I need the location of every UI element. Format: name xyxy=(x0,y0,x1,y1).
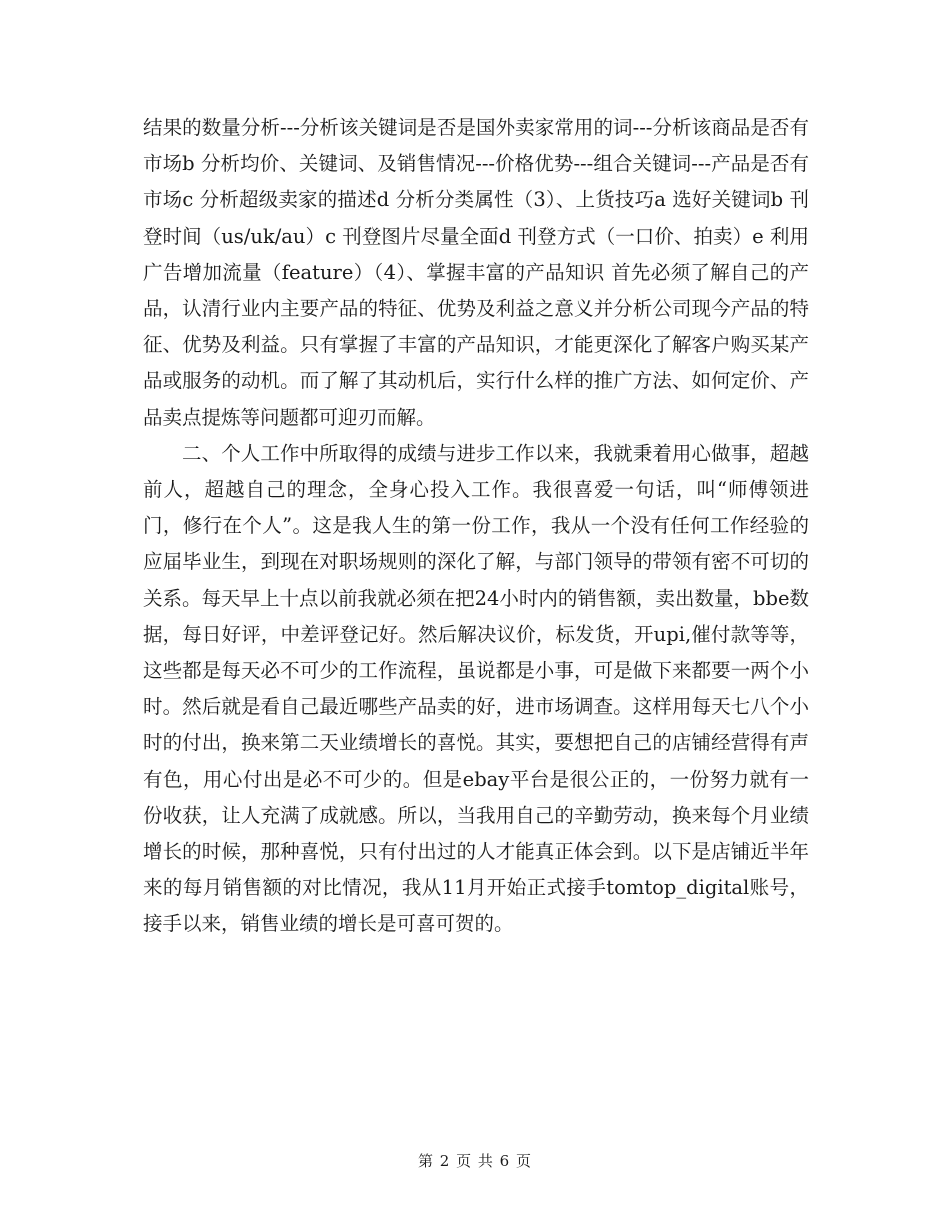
paragraph-1: 结果的数量分析---分析该关键词是否是国外卖家常用的词---分析该商品是否有市场b 分析均价、关键词、及销售情况---价格优势---组合关键词---产品是否有市场c 分析超级卖家的描述d 分析分类属性（3）、上货技巧a 选好关键词b 刊登时间（us/uk/au）c 刊登图片尽量全面d 刊登方式（一口价、拍卖）e 利用广告增加流量（feature）（4）、掌握丰富的产品知识 首先必须了解自己的产品，认清行业内主要产品的特征、优势及利益之意义并分析公司现今产品的特征、优势及利益。只有掌握了丰富的产品知识，才能更深化了解客户购买某产品或服务的动机。而了解了其动机后，实行什么样的推广方法、如何定价、产品卖点提炼等问题都可迎刃而解。 xyxy=(143,116,809,429)
paragraph-2: 二、个人工作中所取得的成绩与进步工作以来，我就秉着用心做事，超越前人，超越自己的理念，全身心投入工作。我很喜爱一句话，叫“师傅领进门，修行在个人”。这是我人生的第一份工作，我从一个没有任何工作经验的应届毕业生，到现在对职场规则的深化了解，与部门领导的带领有密不可切的关系。每天早上十点以前我就必须在把24小时内的销售额，卖出数量，bbe数据，每日好评，中差评登记好。然后解决议价，标发货，开upi,催付款等等，这些都是每天必不可少的工作流程，虽说都是小事，可是做下来都要一两个小时。然后就是看自己最近哪些产品卖的好，进市场调查。这样用每天七八个小时的付出，换来第二天业绩增长的喜悦。其实，要想把自己的店铺经营得有声有色，用心付出是必不可少的。但是ebay平台是很公正的，一份努力就有一份收获，让人充满了成就感。所以，当我用自己的辛勤劳动，换来每个月业绩增长的时候，那种喜悦，只有付出过的人才能真正体会到。以下是店铺近半年来的每月销售额的对比情况，我从11月开始正式接手tomtop_digital账号，接手以来，销售业绩的增长是可喜可贺的。 xyxy=(143,441,809,936)
page-number-footer: 第 2 页 共 6 页 xyxy=(418,1152,532,1170)
document-body xyxy=(143,110,809,943)
